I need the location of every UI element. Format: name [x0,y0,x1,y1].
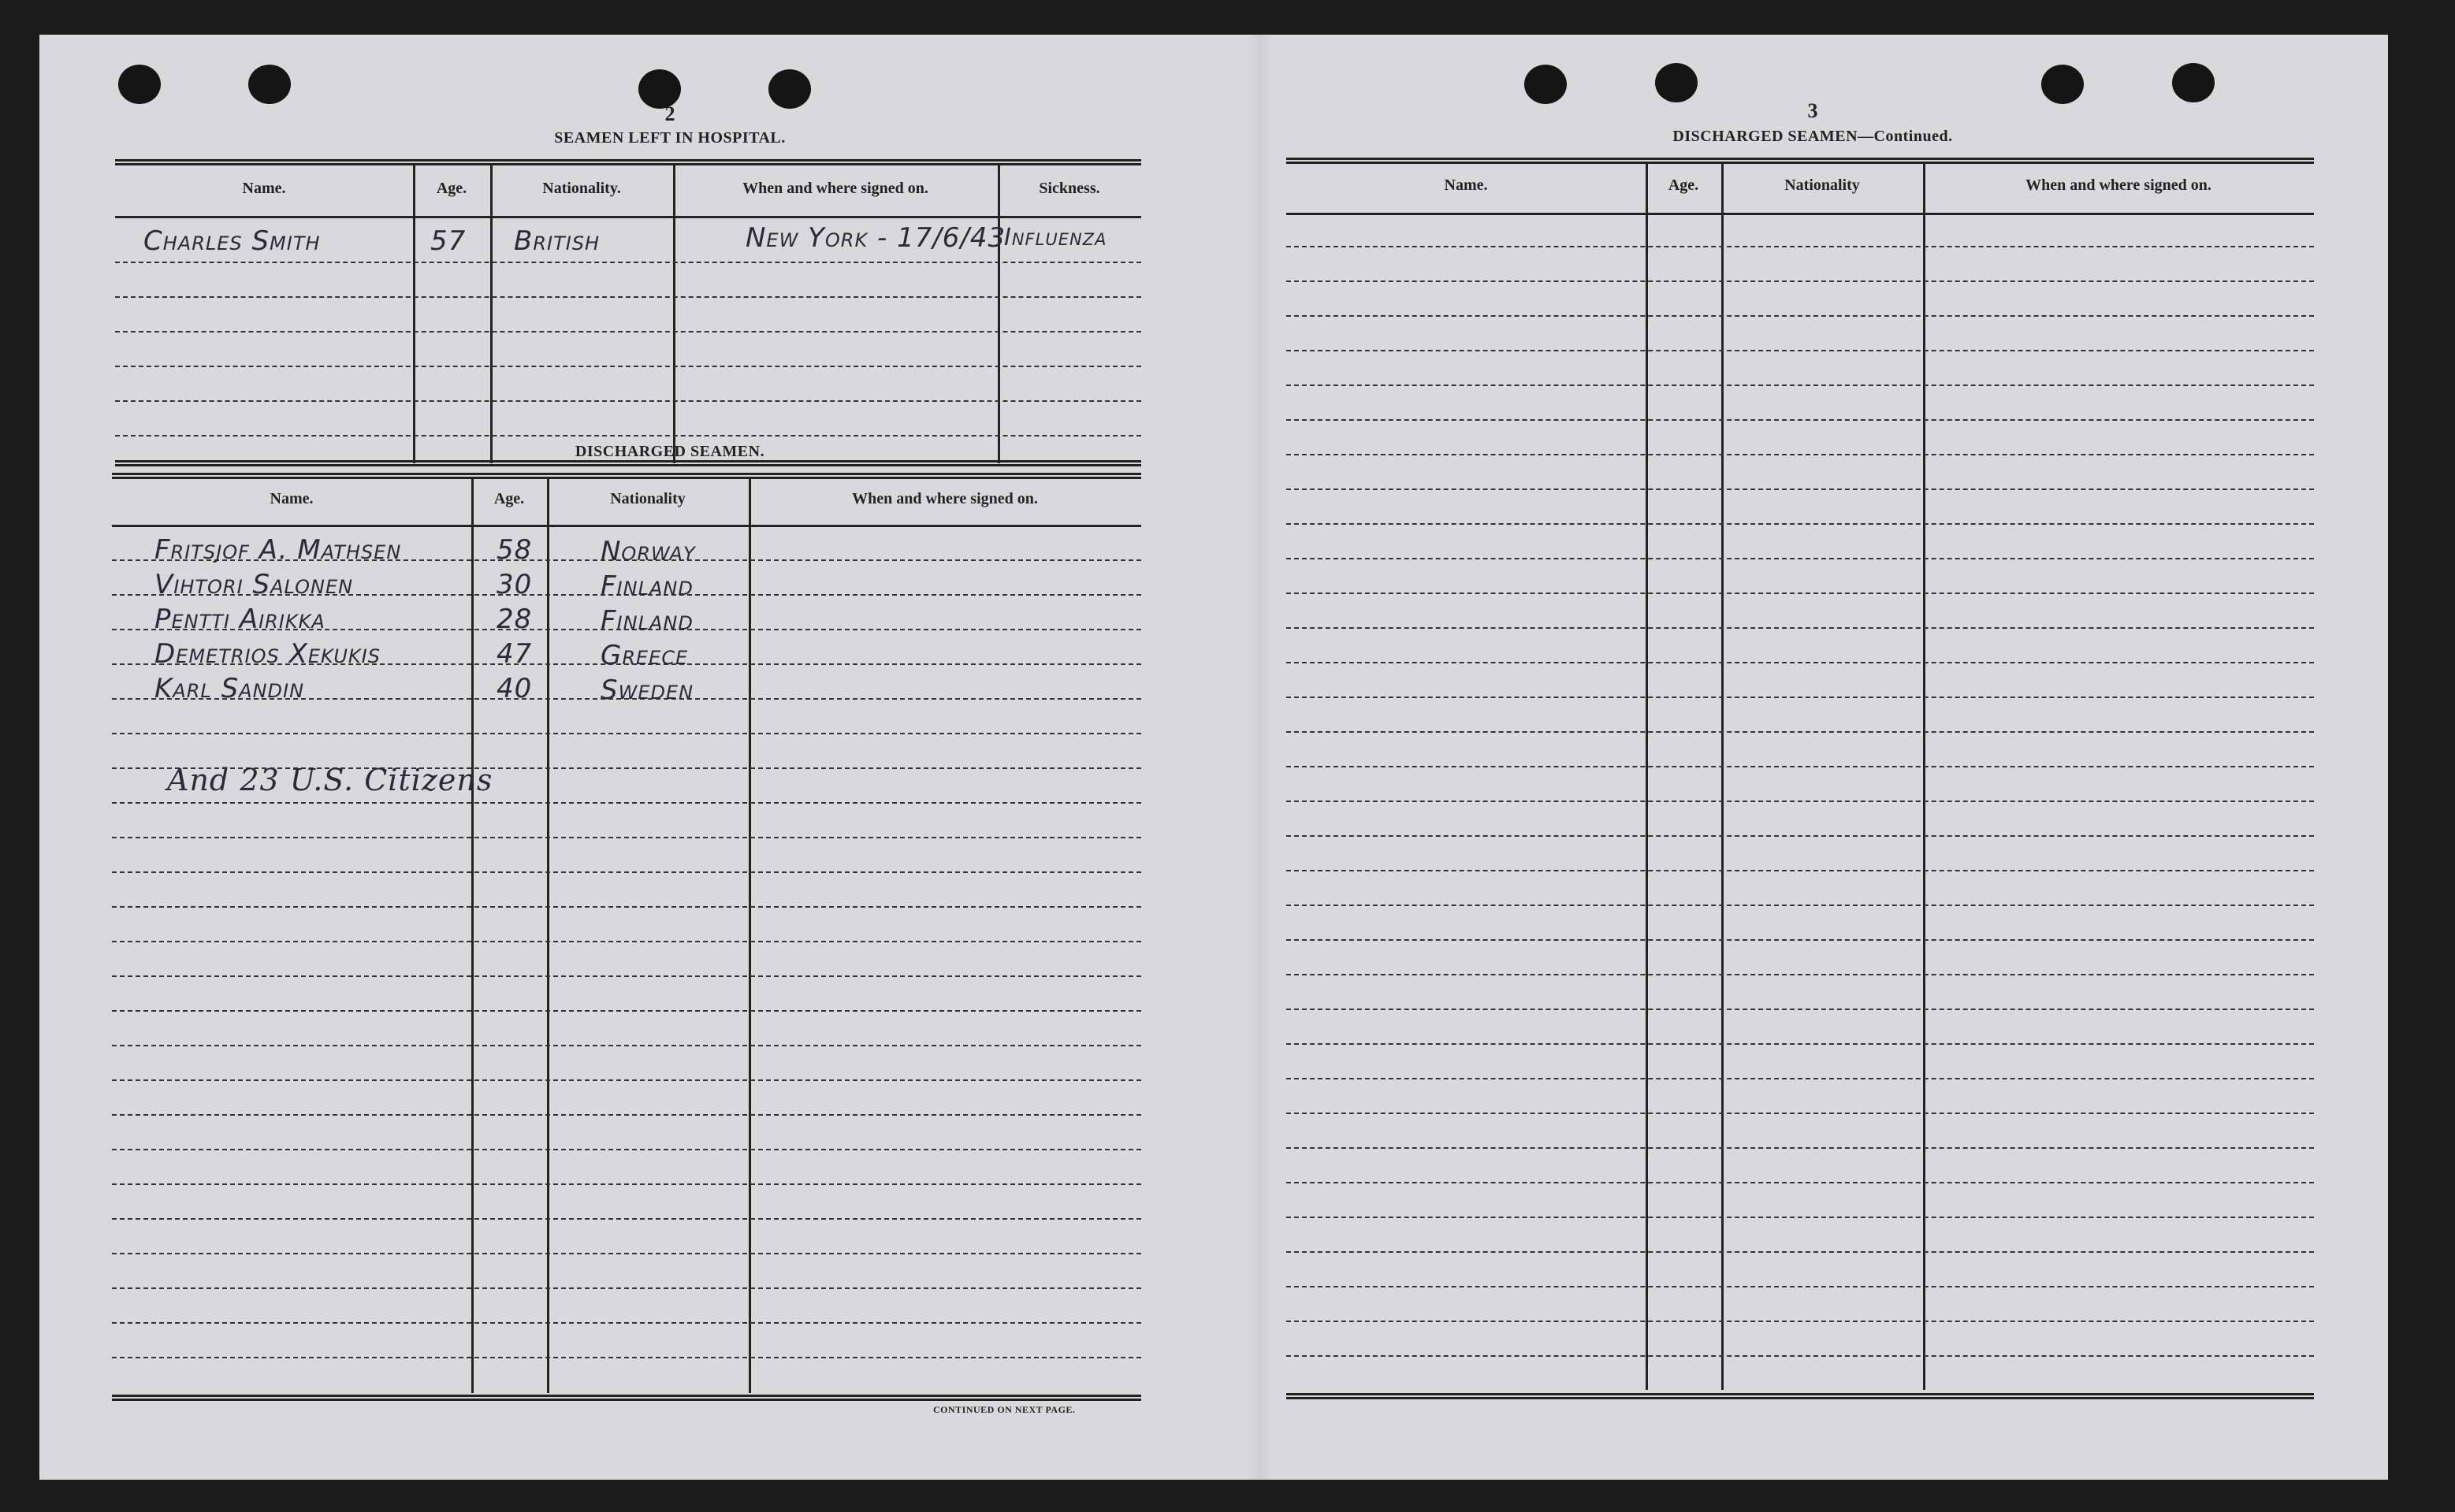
ruled-line [1286,385,2314,386]
ruled-line [112,975,1141,977]
ruled-line [1286,1355,2314,1357]
page-number-left: 2 [664,102,675,125]
discharged-name-cell: Karl Sandin [154,673,305,704]
ruled-line [1286,489,2314,490]
hospital-col-age: Age. [436,180,467,197]
ruled-line [1286,419,2314,421]
ruled-line [112,1253,1141,1254]
continued-col-age: Age. [1668,176,1699,194]
hospital-title: SEAMEN LEFT IN HOSPITAL. [554,129,786,147]
discharged-name-cell: Demetrios Xekukis [154,638,381,670]
ruled-line [112,1357,1141,1358]
ruled-line [1286,731,2314,733]
ruled-line [1286,627,2314,629]
discharged-name-cell: Pentti Airikka [154,604,325,635]
punch-hole [248,65,291,104]
punch-hole [2172,63,2215,102]
ruled-line [1286,280,2314,282]
ruled-line [112,941,1141,942]
ruled-line [1286,246,2314,247]
punch-hole [1655,63,1698,102]
ruled-line [1286,1251,2314,1253]
hospital-sickness-cell: Influenza [1004,224,1107,251]
ruled-line [1286,593,2314,594]
continued-col-nationality: Nationality [1784,176,1860,194]
ruled-line [1286,1321,2314,1322]
discharged-nationality-cell: Finland [601,570,694,602]
ruled-line [112,1114,1141,1116]
ruled-line [1286,558,2314,559]
ruled-line [1286,1043,2314,1045]
ruled-line [112,837,1141,838]
ruled-line [112,1149,1141,1150]
ruled-line [1286,801,2314,802]
discharged-col-age: Age. [493,490,525,507]
ruled-line [112,802,1141,804]
ruled-line [1286,523,2314,525]
continued-col-name: Name. [1444,176,1488,194]
ruled-line [112,1287,1141,1289]
discharged-continued-title: DISCHARGED SEAMEN—Continued. [1672,128,1953,145]
ruled-line [112,1045,1141,1046]
ruled-line [1286,1147,2314,1149]
ruled-line [112,906,1141,908]
discharged-age-cell: 47 [497,638,533,670]
ruled-line [1286,1182,2314,1183]
discharged-title: DISCHARGED SEAMEN. [575,443,765,460]
hospital-col-signed-on: When and where signed on. [742,180,928,197]
ruled-line [1286,1217,2314,1218]
discharged-name-cell: Fritsjof A. Mathsen [154,534,402,566]
discharged-nationality-cell: Finland [601,605,694,637]
hospital-age-cell: 57 [430,225,467,257]
ruled-line [112,1322,1141,1324]
ruled-line [1286,454,2314,455]
ruled-line [112,1218,1141,1220]
hospital-nationality-cell: British [514,225,601,257]
ruled-line [1286,1009,2314,1010]
ruled-line [1286,1078,2314,1079]
hospital-table [115,159,1141,470]
discharged-age-cell: 40 [497,673,533,704]
discharged-age-cell: 28 [497,604,533,635]
punch-hole [1524,65,1567,104]
ruled-line [112,733,1141,734]
ruled-line [112,1183,1141,1185]
ruled-line [1286,315,2314,317]
ruled-line [1286,1286,2314,1287]
hospital-name-cell: Charles Smith [143,225,321,257]
discharged-age-cell: 30 [497,569,533,600]
discharged-table [112,473,1141,1439]
hospital-col-name: Name. [242,180,286,197]
discharged-col-signed-on: When and where signed on. [852,490,1038,507]
ruled-line [1286,766,2314,767]
ruled-line [1286,835,2314,837]
ruled-line [112,1010,1141,1012]
ruled-line [1286,939,2314,941]
ruled-line [1286,697,2314,698]
ruled-line [1286,350,2314,351]
discharged-nationality-cell: Greece [601,640,689,671]
discharged-nationality-cell: Norway [601,536,696,567]
page-number-right: 3 [1807,99,1818,122]
document-sheet [39,35,2388,1480]
ruled-line [1286,974,2314,975]
hospital-signed-on-cell: New York - 17/6/43 [746,222,1006,254]
ruled-line [1286,1113,2314,1114]
continued-col-signed-on: When and where signed on. [2025,176,2211,194]
punch-hole [2041,65,2084,104]
page-fold [1248,35,1272,1480]
handwritten-note: And 23 U.S. Citizens [167,763,493,797]
discharged-name-cell: Vihtori Salonen [154,569,354,600]
discharged-col-nationality: Nationality [610,490,686,507]
ruled-line [1286,905,2314,906]
hospital-col-nationality: Nationality. [542,180,621,197]
hospital-col-sickness: Sickness. [1039,180,1100,197]
punch-hole [768,69,811,109]
ruled-line [112,871,1141,873]
discharged-nationality-cell: Sweden [601,674,694,706]
ruled-line [112,1079,1141,1081]
ruled-line [1286,870,2314,871]
discharged-age-cell: 58 [497,534,533,566]
continued-footer: CONTINUED ON NEXT PAGE. [933,1404,1076,1415]
discharged-continued-table [1286,158,2314,1436]
ruled-line [1286,662,2314,663]
punch-hole [118,65,161,104]
discharged-col-name: Name. [270,490,314,507]
